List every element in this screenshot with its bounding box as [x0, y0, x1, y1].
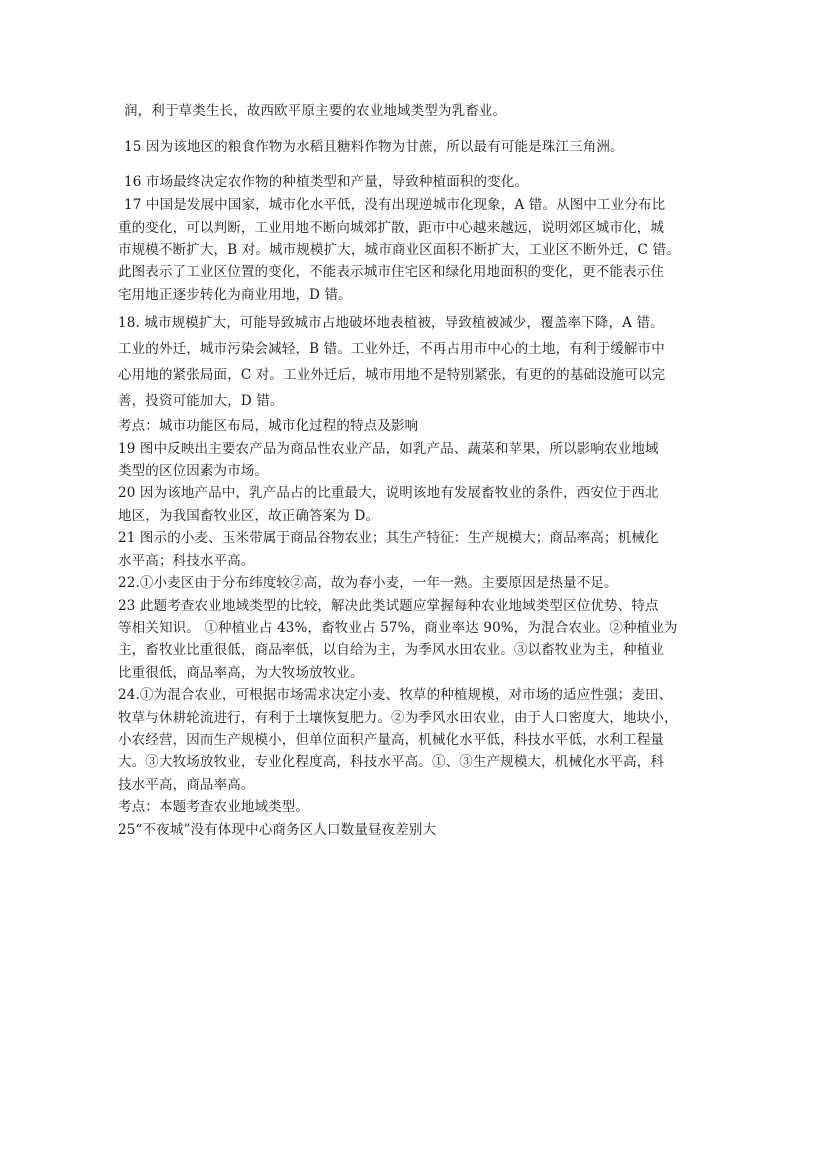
- text-line: 重的变化，可以判断，工业用地不断向城郊扩散，距市中心越来越远，说明郊区城市化，城: [118, 219, 664, 236]
- text-line: 类型的区位因素为市场。: [118, 463, 269, 480]
- text-line: 技水平高，商品率高。: [118, 776, 255, 793]
- text-line: 考点：本题考查农业地域类型。: [118, 799, 310, 816]
- paragraph-21: [118, 527, 714, 572]
- text-line: 主，畜牧业比重很低，商品率低，以自给为主，为季风水田农业。③以畜牧业为主，种植业: [118, 642, 664, 659]
- text-line: 17 中国是发展中国家，城市化水平低，没有出现逆城市化现象，A 错。从图中工业分布比: [124, 197, 666, 214]
- exam-point-1: [118, 415, 714, 437]
- text-line: 善，投资可能加大，D 错。: [118, 393, 284, 410]
- paragraph-16: [118, 171, 714, 193]
- text-line: 此图表示了工业区位置的变化，不能表示城市住宅区和绿化用地面积的变化，更不能表示住: [118, 264, 664, 281]
- exam-point-2: [118, 796, 714, 818]
- text-line: 水平高；科技水平高。: [118, 552, 255, 569]
- text-line: 牧草与休耕轮流进行，有利于土壤恢复肥力。②为季风水田农业，由于人口密度大，地块小，: [118, 709, 678, 726]
- text-line: 大。③大牧场放牧业，专业化程度高，科技水平高。①、③生产规模大，机械化水平高，科: [118, 754, 664, 771]
- text-line: 25“不夜城”没有体现中心商务区人口数量昼夜差别大: [118, 821, 437, 838]
- text-line: 心用地的紧张局面，C 对。工业外迁后，城市用地不是特别紧张，有更的的基础设施可以完: [118, 367, 666, 384]
- text-line: 地区，为我国畜牧业区，故正确答案为 D。: [118, 507, 380, 524]
- text-line: 市规模不断扩大，B 对。城市规模扩大，城市商业区面积不断扩大，工业区不断外迁，C 错。: [118, 242, 680, 259]
- paragraph-18: [118, 310, 714, 414]
- paragraph-22: [118, 572, 714, 594]
- text-line: 宅用地正逐步转化为商业用地，D 错。: [118, 286, 352, 303]
- paragraph-17: [118, 194, 714, 306]
- text-line: 小农经营，因而生产规模小，但单位面积产量高，机械化水平低，科技水平低，水利工程量: [118, 731, 664, 748]
- text-line: 20 因为该地产品中，乳产品占的比重最大，说明该地有发展畜牧业的条件，西安位于西北: [118, 485, 659, 502]
- text-line: 15 因为该地区的粮食作物为水稻且糖料作物为甘蔗，所以最有可能是珠江三角洲。: [124, 139, 624, 156]
- text-line: 工业的外迁，城市污染会减轻，B 错。工业外迁，不再占用市中心的土地，有利于缓解市中: [118, 341, 665, 358]
- paragraph-19: [118, 438, 714, 483]
- text-line: 等相关知识。 ①种植业占 43%，畜牧业占 57%，商业率达 90%，为混合农业。②种植业为: [118, 619, 678, 636]
- text-line: 16 市场最终决定农作物的种植类型和产量，导致种植面积的变化。: [124, 173, 529, 190]
- text-line: 比重很低，商品率高，为大牧场放牧业。: [118, 664, 364, 681]
- text-line: 19 图中反映出主要农产品为商品性农业产品，如乳产品、蔬菜和苹果，所以影响农业地域: [118, 440, 659, 457]
- text-line: 润，利于草类生长，故西欧平原主要的农业地域类型为乳畜业。: [124, 103, 507, 119]
- text-line: 18. 城市规模扩大，可能导致城市占地破坏地表植被，导致植被减少，覆盖率下降，A 错。: [118, 315, 664, 332]
- paragraph-14-continued: [118, 100, 714, 122]
- paragraph-15: [118, 136, 714, 158]
- document-page: [118, 100, 714, 841]
- paragraph-25: [118, 819, 714, 841]
- paragraph-24: [118, 684, 714, 796]
- text-line: 22.①小麦区由于分布纬度较②高，故为春小麦，一年一熟。主要原因是热量不足。: [118, 575, 618, 592]
- paragraph-23: [118, 595, 714, 685]
- text-line: 23 此题考查农业地域类型的比较，解决此类试题应掌握每种农业地域类型区位优势、特点: [118, 597, 659, 614]
- text-line: 考点：城市功能区布局，城市化过程的特点及影响: [118, 418, 419, 435]
- text-line: 24.①为混合农业，可根据市场需求决定小麦、牧草的种植规模，对市场的适应性强；麦田、: [118, 687, 673, 704]
- text-line: 21 图示的小麦、玉米带属于商品谷物农业；其生产特征：生产规模大；商品率高；机械化: [118, 530, 659, 547]
- paragraph-20: [118, 482, 714, 527]
